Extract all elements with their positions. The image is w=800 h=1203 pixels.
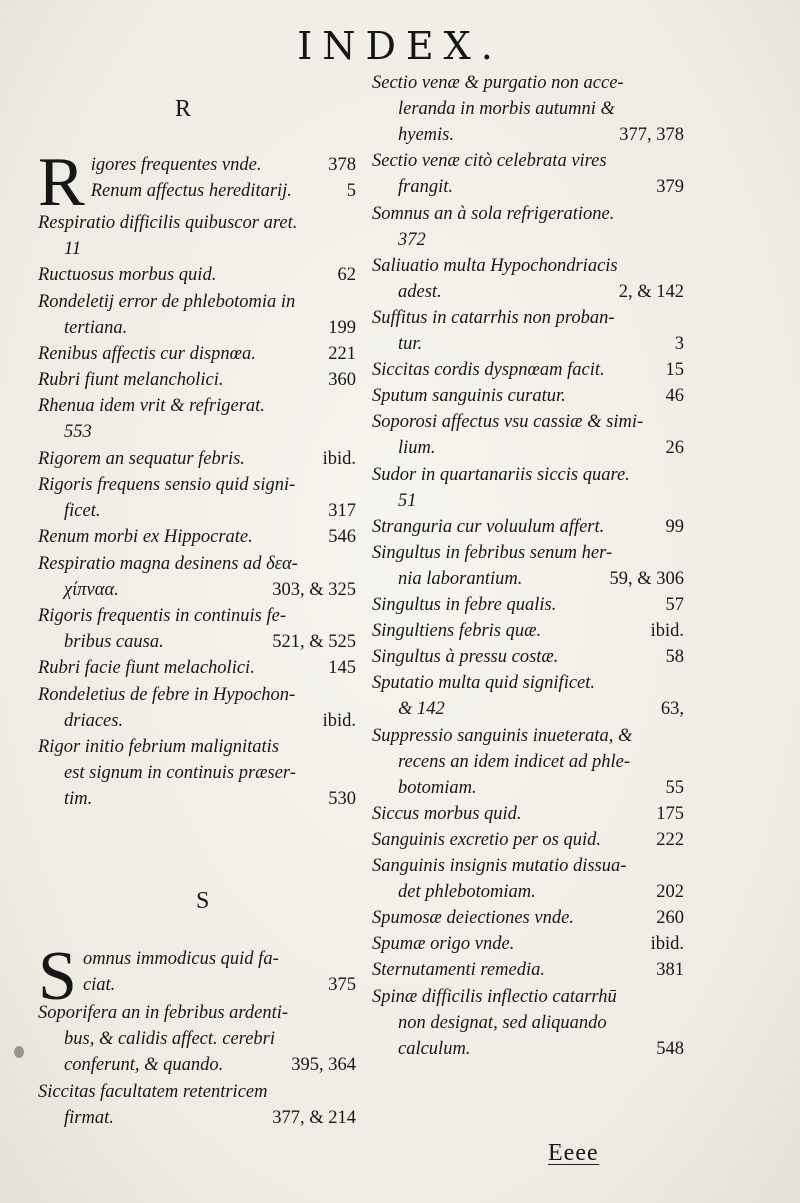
entry-continuation: recens an idem indicet ad phle- (398, 751, 631, 772)
entry-text: Suffitus in catarrhis non proban- (372, 307, 615, 328)
index-entry (372, 957, 684, 983)
entry-continuation: bribus causa. (64, 632, 164, 652)
entry-text: Renum morbi ex Hippocrate. (38, 527, 253, 548)
index-entry (372, 723, 684, 801)
index-entry (372, 409, 684, 461)
dropcap-s: S (38, 938, 77, 1015)
entry-page: 5 (346, 181, 356, 201)
signature-mark: Eeee (548, 1140, 599, 1166)
entry-text: Singultiens febris quæ. (372, 621, 542, 642)
entry-page: 202 (656, 882, 684, 902)
entry-page: 57 (665, 595, 684, 615)
entry-continuation: est signum in continuis præser- (64, 763, 296, 783)
entry-continuation: conferunt, & quando. (64, 1055, 224, 1075)
entry-text: Sudor in quartanariis siccis quare. (372, 464, 630, 485)
entry-text: Soporosi affectus vsu cassiæ & simi- (372, 412, 644, 433)
index-entry (372, 618, 684, 644)
entry-text: Sputatio multa quid significet. (372, 673, 596, 694)
index-entry (38, 144, 356, 221)
index-entry (372, 984, 684, 1062)
entry-continuation: frangit. (398, 177, 453, 198)
entry-text: Sanguinis insignis mutatio dissua- (372, 856, 627, 876)
index-entry (38, 1079, 356, 1131)
index-entry (372, 827, 684, 853)
index-entry (38, 367, 356, 393)
entry-page: 379 (656, 177, 684, 198)
entry-page: 317 (328, 501, 356, 521)
entry-continuation: lium. (398, 438, 436, 459)
entry-continuation: nia laborantium. (398, 568, 523, 589)
entry-continuation: det phlebotomiam. (398, 882, 536, 902)
entry-text: Siccitas cordis dyspnœam facit. (372, 360, 605, 381)
index-entry (38, 341, 356, 367)
entry-page: 221 (328, 344, 356, 364)
entry-text: Sputum sanguinis curatur. (372, 386, 566, 407)
entry-page: 145 (328, 658, 356, 679)
entry-text: Spumæ origo vnde. (372, 934, 515, 955)
entry-page: 99 (665, 516, 684, 537)
entry-text: Singultus in febre qualis. (372, 595, 557, 615)
entry-text: Respiratio magna desinens ad δεα- (38, 553, 298, 574)
page-hole-mark (14, 1046, 24, 1058)
entry-text: Singultus in febribus senum her- (372, 542, 613, 563)
index-entry (372, 357, 684, 383)
entry-page: 175 (656, 803, 684, 824)
running-head: INDEX. (297, 24, 503, 68)
index-entry (372, 514, 684, 540)
entry-page: ibid. (322, 710, 356, 731)
dropcap-r: R (38, 144, 85, 221)
entry-text: Somnus an à sola refrigeratione. (372, 203, 615, 224)
index-entry (372, 253, 684, 305)
entry-page: 303, & 325 (272, 579, 356, 600)
entry-text: Spumosæ deiectiones vnde. (372, 908, 574, 929)
entry-text: Renum affectus hereditarij. (90, 181, 292, 201)
entry-continuation: hyemis. (398, 125, 454, 145)
entry-page: 395, 364 (291, 1055, 356, 1075)
entry-text: Sanguinis excretio per os quid. (372, 829, 601, 850)
index-entry (38, 734, 356, 812)
entry-page: 546 (328, 527, 356, 548)
entry-text: Rubri fiunt melancholici. (38, 370, 224, 391)
index-entry (38, 655, 356, 681)
entry-continuation: tertiana. (64, 317, 128, 338)
entry-page: 377, & 214 (272, 1107, 356, 1128)
entry-continuation: non designat, sed aliquando (398, 1012, 607, 1033)
entry-text: Rondeletij error de phlebotomia in (38, 291, 296, 312)
entry-page: 15 (665, 360, 684, 381)
index-entry (372, 305, 684, 357)
entry-continuation: firmat. (64, 1107, 114, 1128)
entry-continuation: adest. (398, 281, 442, 302)
entry-text: Sectio venæ & purgatio non acce- (372, 73, 624, 93)
entry-continuation: 51 (398, 490, 417, 511)
index-entry (38, 551, 356, 603)
entry-continuation: leranda in morbis autumni & (398, 99, 615, 119)
entry-text: Sectio venæ citò celebrata vires (372, 151, 607, 172)
index-entry (372, 801, 684, 827)
section-letter-r: R (175, 96, 192, 122)
entry-page: ibid. (650, 621, 684, 642)
entry-page: ibid. (650, 934, 684, 955)
entry-page: 46 (665, 386, 684, 407)
entry-page: 222 (656, 829, 684, 850)
entry-text: Rigor initio febrium malignitatis (38, 737, 280, 757)
index-entry (372, 383, 684, 409)
entry-continuation: & 142 (398, 699, 445, 720)
entry-page: 375 (328, 975, 356, 995)
entry-page: 58 (665, 647, 684, 668)
index-entry (372, 670, 684, 722)
index-entry (372, 540, 684, 592)
entry-page: 26 (665, 438, 684, 459)
entry-continuation: calculum. (398, 1038, 471, 1059)
entry-text: Sternutamenti remedia. (372, 960, 545, 981)
index-entry (372, 592, 684, 618)
index-entry (372, 148, 684, 200)
entry-text: igores frequentes vnde. (90, 155, 262, 175)
entry-text: Rigorem an sequatur febris. (38, 448, 245, 469)
entry-continuation: botomiam. (398, 777, 477, 798)
index-entry (372, 462, 684, 514)
entry-continuation: ciat. (82, 975, 116, 995)
entry-text: Stranguria cur voluulum affert. (372, 516, 605, 537)
entry-text: Singultus à pressu costæ. (372, 647, 559, 668)
entry-continuation: 11 (64, 239, 82, 259)
entry-text: omnus immodicus quid fa- (82, 949, 279, 969)
entry-continuation: χίπναα. (64, 579, 119, 600)
index-entry (372, 644, 684, 670)
entry-text: Ructuosus morbus quid. (38, 265, 217, 286)
entry-text: Spinæ difficilis inflectio catarrhū (372, 986, 617, 1007)
entry-text: Rigoris frequens sensio quid signi- (38, 475, 296, 495)
index-entry (38, 682, 356, 734)
index-entry (372, 853, 684, 905)
entry-continuation: bus, & calidis affect. cerebri (64, 1029, 275, 1049)
entry-text: Rubri facie fiunt melacholici. (38, 658, 255, 679)
entry-page: 55 (665, 777, 684, 798)
entry-page: 378 (328, 155, 356, 175)
entry-page: 530 (328, 789, 356, 809)
entry-text: Siccitas facultatem retentricem (38, 1081, 268, 1102)
entry-continuation: tur. (398, 333, 423, 354)
index-entry (38, 446, 356, 472)
index-entry (372, 201, 684, 253)
entry-continuation: tim. (64, 789, 93, 809)
index-entry (38, 289, 356, 341)
entry-continuation: 372 (398, 229, 426, 250)
entry-page: 199 (328, 317, 356, 338)
entry-text: Rhenua idem vrit & refrigerat. (38, 396, 265, 417)
index-entry (38, 393, 356, 445)
index-entry (38, 262, 356, 288)
entry-text: Renibus affectis cur dispnœa. (38, 344, 256, 364)
entry-continuation: ficet. (64, 501, 101, 521)
index-entry (38, 603, 356, 655)
index-entry (372, 905, 684, 931)
entry-text: Respiratio difficilis quibuscor aret. (38, 213, 298, 233)
entry-text: Rigoris frequentis in continuis fe- (38, 606, 287, 626)
index-entry (38, 210, 356, 262)
entry-page: 377, 378 (619, 125, 684, 145)
entry-page: 260 (656, 908, 684, 929)
index-entry (38, 1000, 356, 1078)
index-entry (372, 70, 684, 148)
entry-page: 381 (656, 960, 684, 981)
index-entry (372, 931, 684, 957)
section-letter-s: S (196, 888, 210, 914)
index-entry (38, 524, 356, 550)
entry-text: Saliuatio multa Hypochondriacis (372, 255, 618, 276)
entry-page: 3 (674, 333, 684, 354)
entry-text: Siccus morbus quid. (372, 803, 522, 824)
entry-page: 62 (337, 265, 356, 286)
entry-text: Suppressio sanguinis inueterata, & (372, 725, 633, 746)
entry-page: 63, (660, 699, 684, 720)
entry-page: 59, & 306 (609, 568, 684, 589)
entry-page: 521, & 525 (272, 632, 356, 652)
entry-page: 2, & 142 (618, 281, 684, 302)
entry-continuation: 553 (64, 422, 92, 443)
entry-text: Soporifera an in febribus ardenti- (38, 1003, 289, 1023)
entry-page: 360 (328, 370, 356, 391)
entry-continuation: driaces. (64, 710, 124, 731)
entry-page: 548 (656, 1038, 684, 1059)
index-entry (38, 472, 356, 524)
entry-text: Rondeletius de febre in Hypochon- (38, 684, 296, 705)
entry-page: ibid. (322, 448, 356, 469)
